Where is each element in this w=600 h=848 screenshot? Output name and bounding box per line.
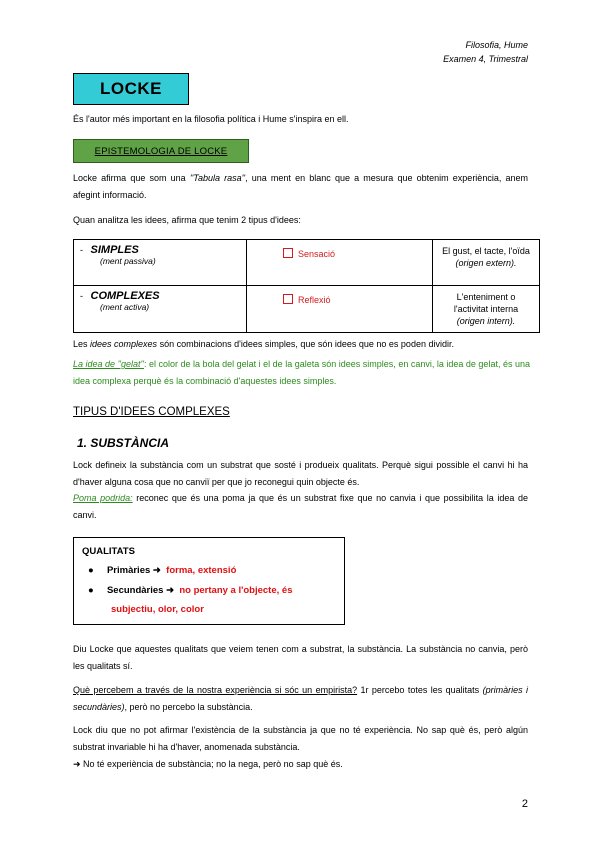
primaries-row	[88, 561, 236, 580]
poma-text: reconec que és una poma ja que és un substrat fixe que no canvia i que possibilita la idea de canvi.	[73, 493, 528, 520]
para3-pre: Les	[73, 339, 91, 349]
tabula-rasa-paragraph	[73, 170, 528, 204]
idea-type: SIMPLES	[90, 244, 139, 256]
idea-example: L'enteniment o l'activitat interna	[453, 292, 519, 314]
page-header	[443, 38, 528, 66]
idea-note: (ment activa)	[100, 302, 150, 312]
poma-label: Poma podrida:	[73, 493, 133, 503]
para6-em: (primàries i secundàries)	[73, 685, 529, 712]
page-title: LOCKE	[73, 73, 189, 105]
idea-source-cell	[247, 240, 433, 286]
arrow-icon: ➜	[73, 759, 81, 769]
primaries-value: forma, extensió	[166, 565, 237, 576]
gelat-label: La idea de ''gelat''	[73, 359, 144, 369]
arrow-icon: ➜	[152, 565, 161, 576]
ideas-table	[73, 239, 540, 333]
row-dash: -	[80, 291, 83, 301]
row-dash: -	[80, 245, 83, 255]
idea-source: Reflexió	[298, 295, 331, 305]
conclusion-line	[73, 756, 528, 773]
arrow-icon: ➜	[166, 585, 175, 596]
para3-em: idees complexes	[90, 339, 158, 349]
para6-text2: , però no percebo la substància.	[124, 702, 253, 712]
table-row	[74, 240, 540, 286]
complex-types-heading: TIPUS D'IDEES COMPLEXES	[73, 406, 230, 418]
idea-type-cell	[74, 286, 247, 333]
bullet-icon: ●	[88, 585, 94, 596]
checkbox-icon	[283, 248, 293, 258]
idea-note: (ment passiva)	[100, 256, 156, 266]
para3-post: són combinacions d'idees simples, que són idees que no es poden dividir.	[157, 339, 454, 349]
gelat-text: : el color de la bola del gelat i el de la galeta són idees simples, en canvi, la idea de gelat, és una idea complexa perquè és la combinació d'aquestes idees simples.	[73, 359, 530, 386]
bullet-icon: ●	[88, 565, 94, 576]
poma-example	[73, 490, 528, 524]
idea-source-cell	[247, 286, 433, 333]
qualitats-title: QUALITATS	[82, 546, 135, 557]
para1-pre: Locke afirma que som una	[73, 173, 190, 183]
qualitats-box	[73, 537, 345, 625]
ideas-intro: Quan analitza les idees, afirma que tenim 2 tipus d'idees:	[73, 215, 301, 225]
idea-type: COMPLEXES	[90, 290, 160, 302]
para1-quote: ''Tabula rasa''	[189, 173, 246, 183]
idea-type-cell	[74, 240, 247, 286]
idea-source: Sensació	[298, 249, 336, 259]
gelat-example	[73, 356, 530, 390]
conclusion-text: No té experiència de substància; no la nega, però no sap què és.	[80, 759, 343, 769]
para1-post: , una ment en blanc que a mesura que obtenim experiència, anem afegint informació.	[73, 173, 528, 200]
secundaries-value-continued: subjectiu, olor, color	[111, 604, 204, 615]
secundaries-row	[88, 581, 338, 600]
header-exam: Examen 4, Trimestral	[443, 54, 528, 64]
secundaries-label: Secundàries	[106, 585, 164, 596]
idea-example-note: (origen extern).	[455, 258, 517, 268]
intro-text: És l'autor més important en la filosofia política i Hume s'inspira en ell.	[73, 114, 349, 124]
secundaries-value: no pertany a l'objecte, és	[179, 585, 293, 596]
epistemology-heading: EPISTEMOLOGIA DE LOCKE	[73, 139, 249, 163]
primaries-label: Primàries	[106, 565, 151, 576]
complex-ideas-paragraph	[73, 336, 528, 353]
idea-example-note: (origen intern).	[456, 316, 516, 326]
page-number: 2	[521, 798, 528, 810]
idea-example-cell	[433, 286, 540, 333]
header-subject: Filosofia, Hume	[465, 40, 528, 50]
existencia-paragraph: Lock diu que no pot afirmar l'existència de la substància ja que no té experiència. No sap què és, però algún substrat invariable hi ha d'haver, anomenada substància.	[73, 725, 528, 752]
empirista-question: Què percebem a través de la nostra experiència si sóc un empirista?	[73, 685, 358, 695]
idea-example-cell	[433, 240, 540, 286]
substrat-paragraph: Diu Locke que aquestes qualitats que veiem tenen com a substrat, la substància. La substància no canvia, però les qualitats sí.	[73, 644, 528, 671]
table-row	[74, 286, 540, 333]
idea-example: El gust, el tacte, l'oïda	[442, 246, 530, 256]
checkbox-icon	[283, 294, 293, 304]
substancia-definition: Lock defineix la substància com un substrat que sosté i produeix qualitats. Perquè sigui possible el canvi hi ha d'haver alguna cosa que no canviï per que jo reconegui quin objecte és.	[73, 460, 528, 487]
para6-text1: 1r percebo totes les qualitats	[357, 685, 483, 695]
substancia-heading: 1. SUBSTÀNCIA	[77, 436, 170, 450]
empirista-paragraph	[73, 682, 528, 716]
